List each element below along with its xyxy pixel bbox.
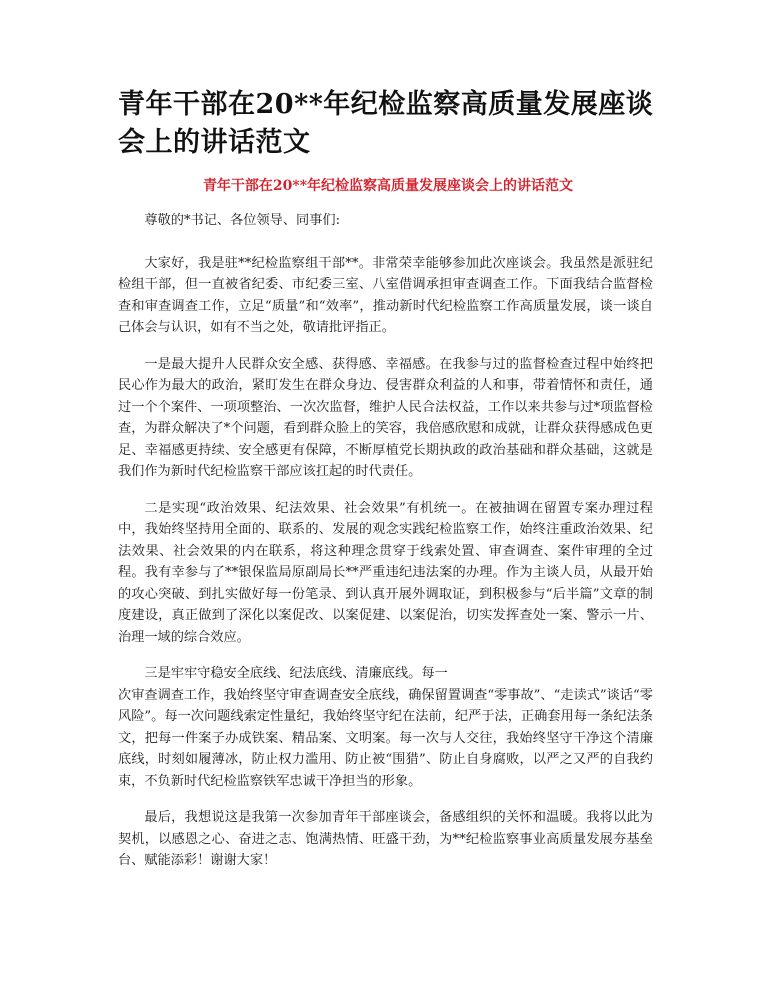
paragraph-closing: 最后，我想说这是我第一次参加青年干部座谈会，备感组织的关怀和温暖。我将以此为契机，以感恩之心、奋进之志、饱满热情、旺盛干劲，为**纪检监察事业高质量发展夯基垒台、赋能添彩！谢谢大家！	[118, 810, 653, 868]
greeting-line: 尊敬的*书记、各位领导、同事们:	[144, 213, 341, 228]
paragraph-point-one: 一是最大提升人民群众安全感、获得感、幸福感。在我参与过的监督检查过程中始终把民心作为最大的政治，紧盯发生在群众身边、侵害群众利益的人和事，带着情怀和责任，通过一个个案件、一项项整治、一次次监督，维护人民合法权益，工作以来共参与过*项监督检查，为群众解决了*个问题，看到群众脸上的笑容，我倍感欣慰和成就，让群众获得感成色更足、幸福感更持续、安全感更有保障，不断厚植党长期执政的政治基础和群众基础，这就是我们作为新时代纪检监察干部应该扛起的时代责任。	[118, 356, 653, 479]
paragraph-point-three-lead: 三是牢牢守稳安全底线、纪法底线、清廉底线。每一	[144, 666, 448, 681]
paragraph-intro: 大家好，我是驻**纪检监察组干部**。非常荣幸能够参加此次座谈会。我虽然是派驻纪检组干部，但一直被省纪委、市纪委三室、八室借调承担审查调查工作。下面我结合监督检查和审查调查工作，立足“质量”和“效率”，推动新时代纪检监察工作高质量发展，谈一谈自己体会与认识，如有不当之处，敬请批评指正。	[118, 255, 653, 335]
document-title: 青年干部在20**年纪检监察高质量发展座谈会上的讲话范文	[118, 89, 654, 158]
document-body	[118, 210, 653, 887]
paragraph-point-three-body: 次审查调查工作，我始终坚守审查调查安全底线，确保留置调查“零事故”、“走读式”谈话“零风险”。每一次问题线索定性量纪，我始终坚守纪在法前，纪严于法，正确套用每一条纪法条文，把每一件案子办成铁案、精品案、文明案。每一次与人交往，我始终坚守干净这个清廉底线，时刻如履薄冰，防止权力滥用、防止被“围猎”、防止自身腐败，以严之又严的自我约束，不负新时代纪检监察铁军忠诚干净担当的形象。	[118, 687, 653, 789]
document-subtitle: 青年干部在20**年纪检监察高质量发展座谈会上的讲话范文	[202, 178, 574, 194]
paragraph-point-two: 二是实现“政治效果、纪法效果、社会效果”有机统一。在被抽调在留置专案办理过程中，我始终坚持用全面的、联系的、发展的观念实践纪检监察工作，始终注重政治效果、纪法效果、社会效果的内在联系，将这种理念贯穿于线索处置、审查调查、案件审理的全过程。我有幸参与了**银保监局原副局长**严重违纪违法案的办理。作为主谈人员，从最开始的攻心突破、到扎实做好每一份笔录、到认真开展外调取证，到积极参与“后半篇”文章的制度建设，真正做到了深化以案促改、以案促建、以案促治，切实发挥查处一案、警示一片、治理一域的综合效应。	[118, 500, 653, 645]
